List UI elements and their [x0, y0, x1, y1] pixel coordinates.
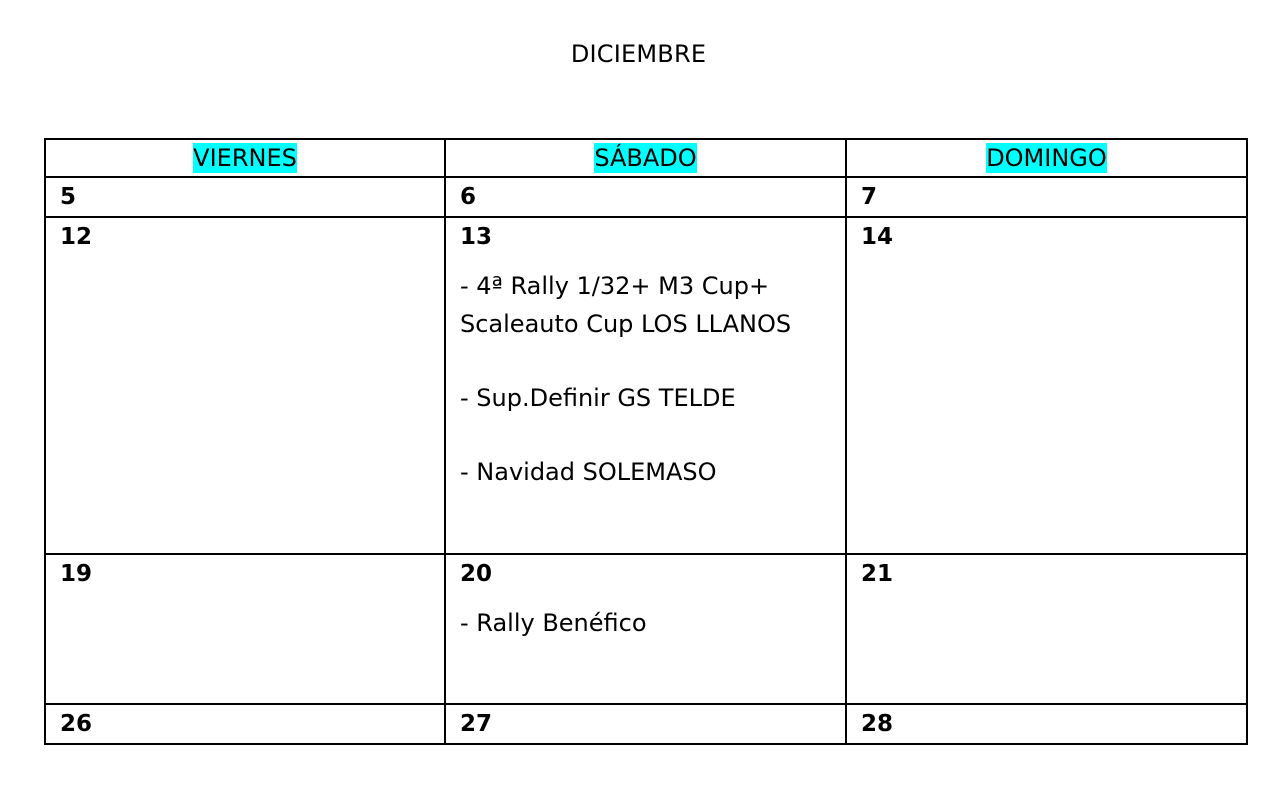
day-cell: [45, 704, 445, 744]
day-cell: [445, 177, 846, 217]
event-item: - Rally Benéfico: [460, 609, 647, 637]
event-item: - Navidad SOLEMASO: [460, 458, 717, 486]
day-number: 20: [460, 561, 493, 587]
day-number: 27: [460, 711, 493, 737]
day-cell: [846, 554, 1247, 704]
week-row: [45, 217, 1247, 554]
week-row: [45, 704, 1247, 744]
day-number: 12: [60, 224, 93, 250]
header-label: VIERNES: [193, 144, 297, 172]
month-title: DICIEMBRE: [570, 40, 707, 68]
day-number: 5: [60, 184, 77, 210]
day-number: 19: [60, 561, 93, 587]
day-cell: [45, 217, 445, 554]
week-row: [45, 177, 1247, 217]
header-label: DOMINGO: [986, 144, 1107, 172]
day-number: 28: [861, 711, 894, 737]
event-list: [446, 588, 845, 642]
day-number: 26: [60, 711, 93, 737]
event-list: [446, 251, 845, 491]
day-number: 13: [460, 224, 493, 250]
day-cell: [45, 554, 445, 704]
day-cell: [445, 217, 846, 554]
event-item: - Sup.Definir GS TELDE: [460, 384, 736, 412]
day-number: 6: [460, 184, 477, 210]
header-sabado: [445, 139, 846, 177]
weekday-header-row: [45, 139, 1247, 177]
day-number: 7: [861, 184, 878, 210]
day-cell: [846, 217, 1247, 554]
week-row: [45, 554, 1247, 704]
header-label: SÁBADO: [594, 144, 697, 172]
day-cell: [445, 704, 846, 744]
day-number: 21: [861, 561, 894, 587]
day-number: 14: [861, 224, 894, 250]
header-domingo: [846, 139, 1247, 177]
day-cell: [445, 554, 846, 704]
calendar-table: [44, 138, 1248, 745]
header-viernes: [45, 139, 445, 177]
day-cell: [45, 177, 445, 217]
day-cell: [846, 177, 1247, 217]
day-cell: [846, 704, 1247, 744]
event-item: - 4ª Rally 1/32+ M3 Cup+ Scaleauto Cup LOS LLANOS: [460, 272, 792, 338]
